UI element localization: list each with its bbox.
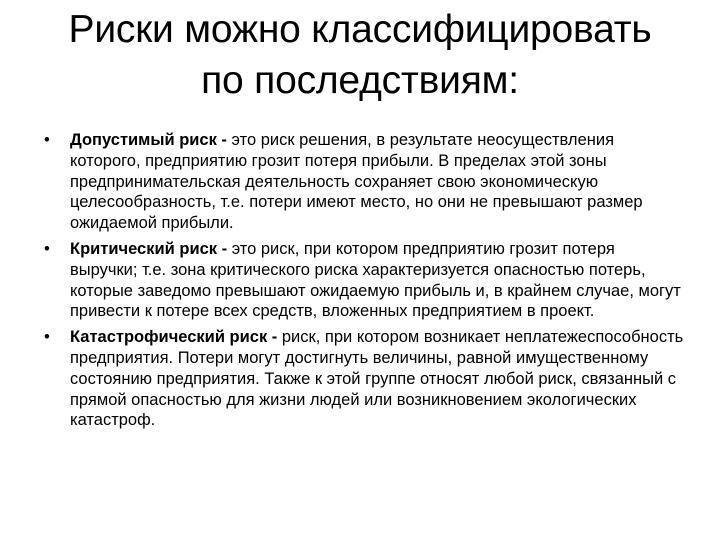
slide-title-line-1: Риски можно классифицировать	[68, 8, 652, 51]
bullet-icon: •	[44, 239, 50, 258]
bullet-list	[42, 130, 684, 436]
bullet-text: риск, при котором возникает неплатежеспособность предприятия. Потери могут достигнуть величины, равной имущественному состоянию предприятия. Также к этой группе относят любой риск, связанный с прямой опасностью для жизни людей или возникновением экологических катастроф.	[70, 328, 684, 430]
bullet-term: Критический риск -	[70, 239, 232, 258]
bullet-term: Катастрофический риск -	[70, 328, 282, 347]
bullet-text: это риск, при котором предприятию грозит потеря выручки; т.е. зона критического риска характеризуется опасностью потерь, которые заведомо превышают ожидаемую прибыль и, в крайнем случае, могут привести к потере всех средств, вложенных предприятием в проект.	[70, 239, 681, 321]
bullet-item-catastrophic-risk	[42, 327, 684, 431]
slide-title	[36, 4, 684, 106]
bullet-term: Допустимый риск -	[70, 131, 232, 149]
bullet-icon: •	[44, 328, 50, 347]
bullet-item-critical-risk	[42, 239, 684, 322]
slide-title-line-2: по последствиям:	[201, 59, 519, 102]
bullet-item-acceptable-risk	[42, 130, 684, 234]
bullet-text: это риск решения, в результате неосуществления которого, предприятию грозит потеря прибыли. В пределах этой зоны предпринимательская деятельность сохраняет свою экономическую целесообразность, т.е. потери имеют место, но они не превышают размер ожидаемой прибыли.	[70, 131, 643, 233]
bullet-icon: •	[44, 131, 50, 149]
